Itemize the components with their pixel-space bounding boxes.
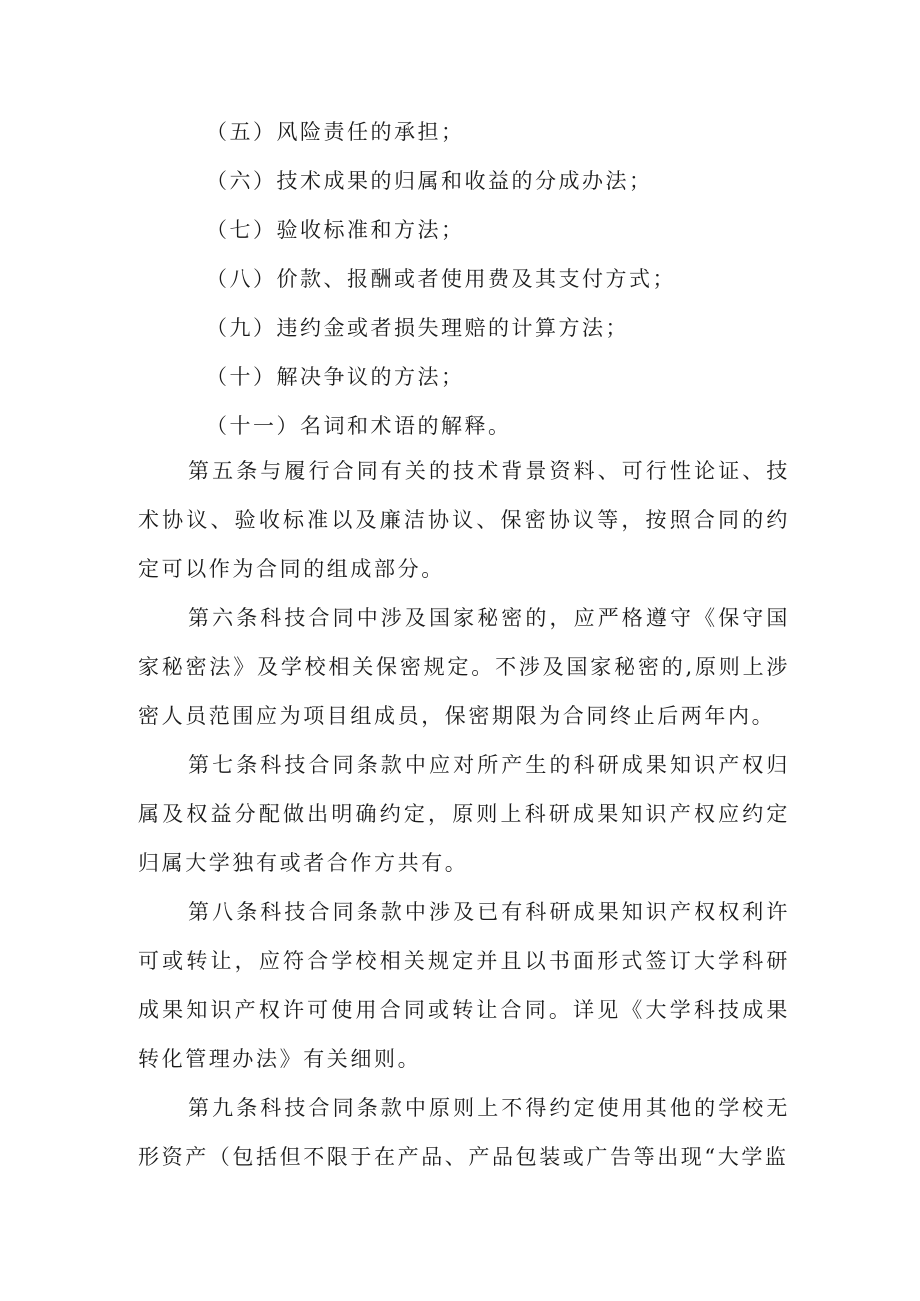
list-item-acceptance-standard: （七）验收标准和方法； [206,218,465,242]
article-6-paragraph: 第六条科技合同中涉及国家秘密的，应严格遵守《保守国家秘密法》及学校相关保密规定。不涉及国家秘密的,原则上涉密人员范围应为项目组成员，保密期限为合同终止后两年内。 [138,606,790,728]
article-8-paragraph: 第八条科技合同条款中涉及已有科研成果知识产权权利许可或转让，应符合学校相关规定并且以书面形式签订大学科研成果知识产权许可使用合同或转让合同。详见《大学科技成果转化管理办法》有关细则。 [138,900,790,1071]
list-item-terminology: （十一）名词和术语的解释。 [206,414,512,438]
list-item-dispute-resolution: （十）解决争议的方法； [206,365,465,389]
article-7-paragraph: 第七条科技合同条款中应对所产生的科研成果知识产权归属及权益分配做出明确约定，原则上科研成果知识产权应约定归属大学独有或者合作方共有。 [138,753,790,875]
list-item-payment: （八）价款、报酬或者使用费及其支付方式； [206,267,676,291]
list-item-liquidated-damages: （九）违约金或者损失理赔的计算方法； [206,316,629,340]
list-item-risk-responsibility: （五）风险责任的承担； [206,120,465,144]
article-5-paragraph: 第五条与履行合同有关的技术背景资料、可行性论证、技术协议、验收标准以及廉洁协议、保密协议等，按照合同的约定可以作为合同的组成部分。 [138,459,790,581]
article-9-paragraph: 第九条科技合同条款中原则上不得约定使用其他的学校无形资产（包括但不限于在产品、产品包装或广告等出现“大学监 [138,1096,790,1169]
list-item-results-ownership: （六）技术成果的归属和收益的分成办法； [206,169,653,193]
